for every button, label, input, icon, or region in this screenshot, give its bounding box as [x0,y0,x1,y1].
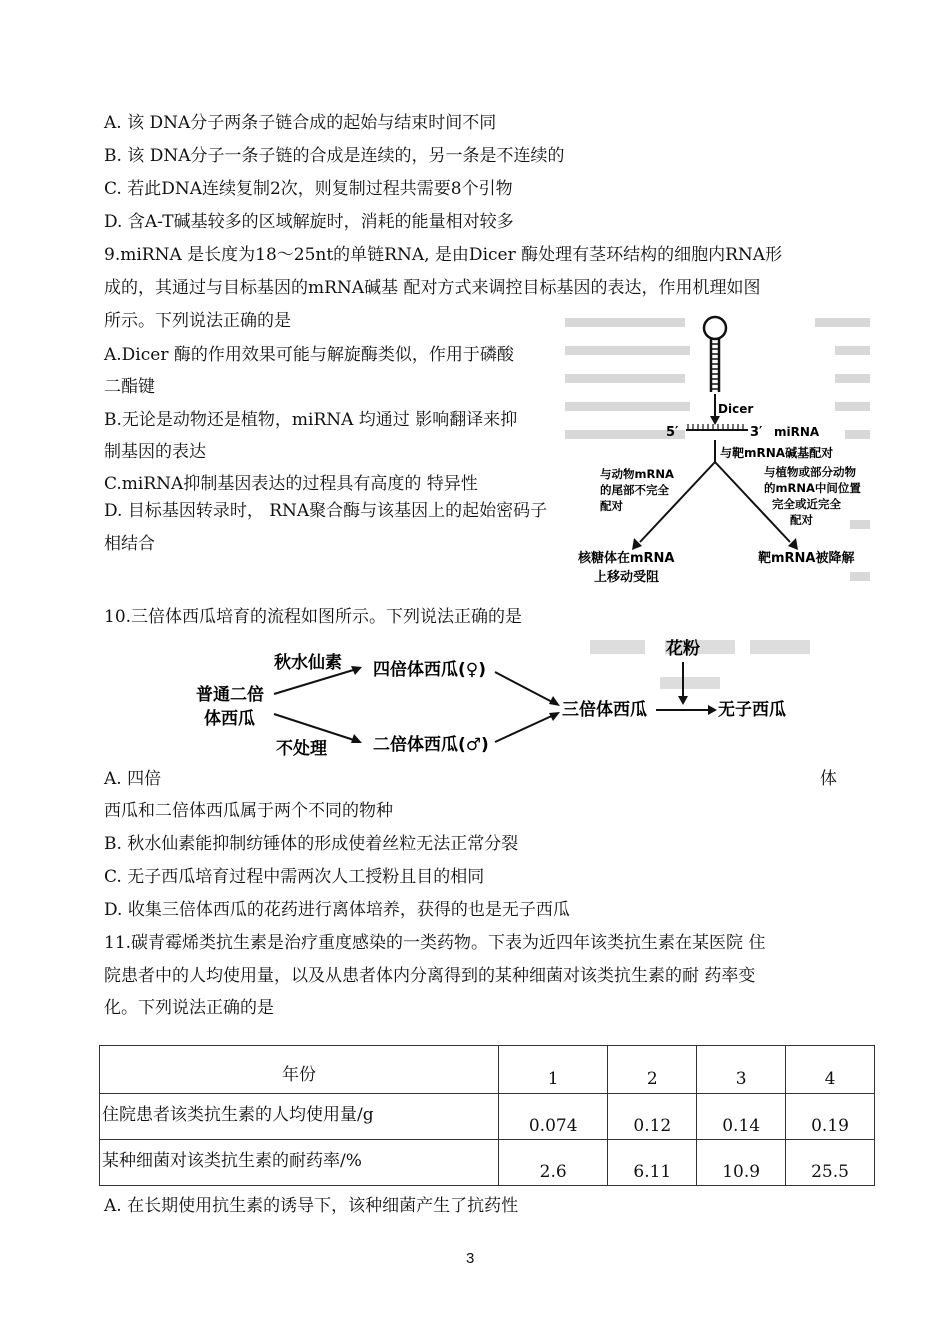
pairing-label: 与靶mRNA碱基配对 [720,446,834,460]
table-row [100,1140,875,1186]
q10-option-b: B. 秋水仙素能抑制纺锤体的形成使着丝粒无法正常分裂 [104,834,519,854]
header-year: 年份 [100,1046,499,1094]
header-year-1: 1 [499,1046,608,1094]
q9-option-a: A.Dicer 酶的作用效果可能与解旋酶类似，作用于磷酸 [104,345,514,365]
resistance-year-4: 25.5 [786,1140,875,1186]
q9-stem-line-1: 9.miRNA 是长度为18～25nt的单链RNA, 是由Dicer 酶处理有茎环结构的细胞内RNA形 [104,245,783,265]
watermelon-breeding-diagram [190,632,830,762]
left-branch-line-3: 配对 [600,499,623,513]
seedless-label: 无子西瓜 [718,700,786,720]
q10-option-a-end: 体 [820,769,837,789]
table-row [100,1094,875,1140]
triploid-label: 三倍体西瓜 [562,700,647,720]
q11-option-a: A. 在长期使用抗生素的诱导下，该种细菌产生了抗药性 [104,1196,519,1216]
mirna-mechanism-diagram [560,310,875,590]
left-result-line-2: 上移动受阻 [594,570,660,585]
hairpin-loop [704,317,726,339]
usage-year-3: 0.14 [697,1094,786,1140]
q10-option-c: C. 无子西瓜培育过程中需两次人工授粉且目的相同 [104,867,485,887]
right-branch-line-2: 的mRNA中间位置 [764,481,861,495]
right-result: 靶mRNA被降解 [758,551,855,566]
page-number: 3 [466,1250,475,1267]
three-prime-label: 3′ [750,425,763,440]
q9-option-d: D. 目标基因转录时， RNA聚合酶与该基因上的起始密码子 [104,501,548,521]
usage-year-2: 0.12 [608,1094,697,1140]
right-branch-line-4: 配对 [790,513,813,527]
q9-stem-line-3: 所示。下列说法正确的是 [104,311,291,331]
q8-option-d: D. 含A-T碱基较多的区域解旋时，消耗的能量相对较多 [104,212,514,232]
mirna-label: miRNA [774,425,820,439]
no-treatment-label: 不处理 [276,739,327,759]
colchicine-label: 秋水仙素 [274,653,342,673]
usage-year-1: 0.074 [499,1094,608,1140]
q9-option-d-cont: 相结合 [104,534,155,554]
q9-stem-line-2: 成的，其通过与目标基因的mRNA碱基 配对方式来调控目标基因的表达，作用机理如图 [104,278,761,298]
q10-option-a-cont: 西瓜和二倍体西瓜属于两个不同的物种 [104,801,393,821]
row-resistance-label: 某种细菌对该类抗生素的耐药率/% [100,1140,499,1186]
q11-stem-line-3: 化。下列说法正确的是 [104,998,274,1018]
header-year-3: 3 [697,1046,786,1094]
header-year-4: 4 [786,1046,875,1094]
diploid-source-line-1: 普通二倍 [196,685,264,705]
q9-option-a-cont: 二酯键 [104,377,155,397]
header-year-2: 2 [608,1046,697,1094]
diploid-male-label: 二倍体西瓜(♂) [373,735,489,755]
q8-option-c: C. 若此DNA连续复制2次，则复制过程共需要8个引物 [104,179,513,199]
pollen-label: 花粉 [666,639,700,659]
q9-option-c: C.miRNA抑制基因表达的过程具有高度的 特异性 [104,474,478,494]
row-usage-label: 住院患者该类抗生素的人均使用量/g [100,1094,499,1140]
q9-option-b: B.无论是动物还是植物，miRNA 均通过 影响翻译来抑 [104,410,518,430]
left-result-line-1: 核糖体在mRNA [578,551,675,566]
resistance-year-1: 2.6 [499,1140,608,1186]
q11-stem-line-2: 院患者中的人均使用量，以及从患者体内分离得到的某种细菌对该类抗生素的耐 药率变 [104,966,756,986]
right-branch-line-3: 完全或近完全 [772,497,841,511]
five-prime-label: 5′ [666,425,679,440]
resistance-year-3: 10.9 [697,1140,786,1186]
left-branch-line-1: 与动物mRNA [600,467,674,481]
q10-option-a-start: A. 四倍 [104,769,162,789]
right-branch-line-1: 与植物或部分动物 [764,465,856,479]
q8-option-a: A. 该 DNA分子两条子链合成的起始与结束时间不同 [104,113,497,133]
usage-year-4: 0.19 [786,1094,875,1140]
diploid-source-line-2: 体西瓜 [204,709,255,729]
tetraploid-label: 四倍体西瓜(♀) [373,660,486,680]
left-branch-line-2: 的尾部不完全 [600,483,669,497]
q9-option-b-cont: 制基因的表达 [104,442,206,462]
dicer-label: Dicer [718,402,754,416]
table-header-row [100,1046,875,1094]
background-scan-texture [590,640,810,689]
resistance-year-2: 6.11 [608,1140,697,1186]
q8-option-b: B. 该 DNA分子一条子链的合成是连续的，另一条是不连续的 [104,146,565,166]
antibiotic-resistance-table [99,1045,875,1186]
q10-option-d: D. 收集三倍体西瓜的花药进行离体培养，获得的也是无子西瓜 [104,900,570,920]
q11-stem-line-1: 11.碳青霉烯类抗生素是治疗重度感染的一类药物。下表为近四年该类抗生素在某医院 住 [104,933,766,953]
q10-stem: 10.三倍体西瓜培育的流程如图所示。下列说法正确的是 [104,607,523,627]
